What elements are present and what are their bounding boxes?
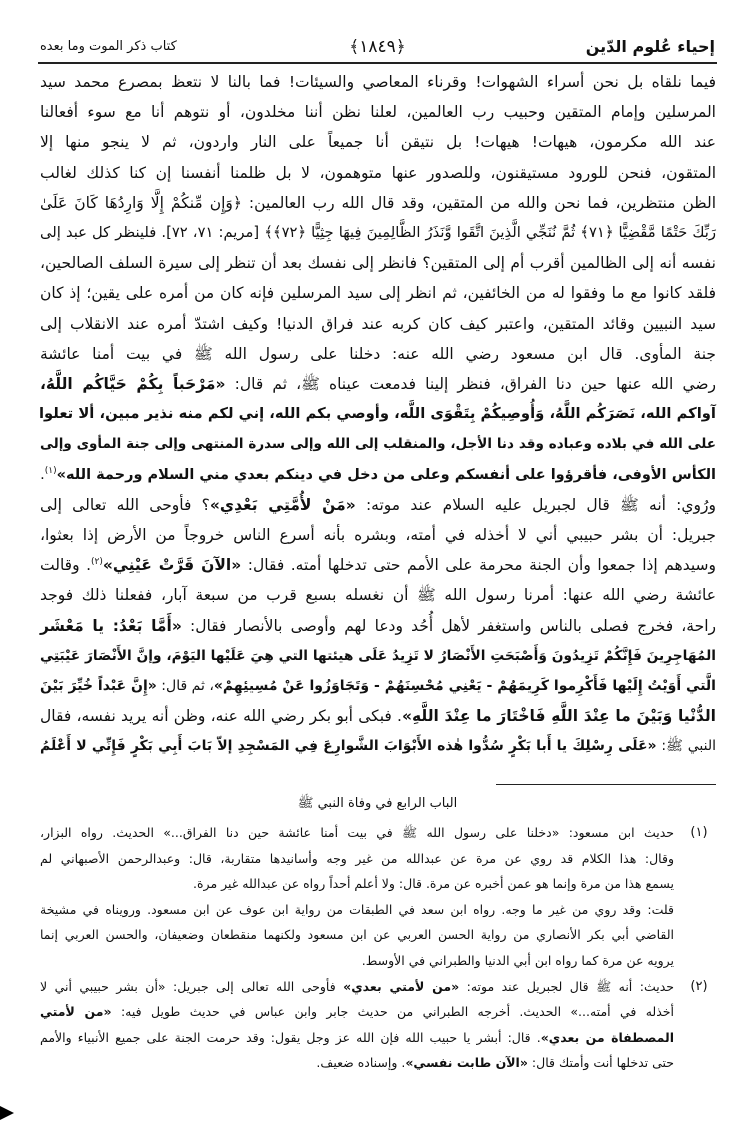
text-segment: . قال: أبشر يا حبيب الله فإن الله عز وجل يقول: وقد حرمت الجنة على جميع الأنبياء والأمم xyxy=(40,1029,541,1045)
text-line xyxy=(40,731,716,761)
text-line xyxy=(40,641,716,671)
text-segment: المرسلين وإمام المتقين وحبيب رب العالمين، لعلنا نظن أننا مخلدون، أو نتوهم أنا مع سوء أفعالنا xyxy=(40,103,716,122)
text-line xyxy=(40,611,716,641)
page-number: ﴿١٨٤٩﴾ xyxy=(349,37,406,57)
footnote-divider xyxy=(496,784,716,785)
text-segment: حتى تدخلها أنت وأمتك قال: xyxy=(527,1055,674,1071)
bold-quote: الدُّنْيا وَبَيْنَ ما عِنْدَ اللَّهِ فَاخْتَارَ ما عِنْدَ اللَّهِ» xyxy=(401,707,716,726)
text-line xyxy=(40,948,674,973)
text-line xyxy=(40,127,716,157)
text-line xyxy=(40,158,716,188)
text-segment: المتقون، فنحن للورود مستيقنون، وللصدور عنها متوهمون، لا بل ظلمنا أنفسنا إن كنا كذلك لغالب xyxy=(40,163,716,182)
text-line xyxy=(40,188,716,218)
text-line xyxy=(40,580,716,610)
bold-quote: الَّتي أَوَيْتُ إِلَيْها فَأَكْرِموا كَرِيمَهُمْ - يَعْنِي مُحْسِنَهُمْ - وَتَجَاوَزُوا عَنْ مُسِيئِهِمْ» xyxy=(213,678,716,694)
text-segment: وسيدهم إذا جمعوا وأن الجنة محرمة على الأمم حتى تدخلها أمته. فقال: xyxy=(241,556,716,575)
text-segment: فأوحى الله تعالى إلى جبريل: «أن بشر حبيبي أني لا xyxy=(40,978,344,994)
bold-quote: «من لأمتي xyxy=(40,1004,112,1020)
bold-quote: «مَرْحَباً بِكُمْ حَيَّاكُم اللَّهُ، xyxy=(40,375,226,393)
text-segment: فلقد كانوا مع ما وفقوا له من الخائفين، ثم انظر إلى سيد المرسلين فإنه كان من أمره على يقين؛ إذ كان xyxy=(40,284,716,303)
text-segment: الظن منتظرين، فما نحن والله من المتقين، وقد قال الله رب العالمين: xyxy=(241,193,716,212)
text-segment: ﴿وَإِن مِّنكُمْ إِلَّا وَارِدُهَا كَانَ عَلَىٰ xyxy=(40,193,242,212)
text-line xyxy=(40,278,716,308)
text-line xyxy=(40,67,716,97)
text-line xyxy=(40,520,716,550)
text-segment: ؟ فأوحى الله تعالى إلى xyxy=(40,495,210,514)
text-line xyxy=(40,820,674,845)
text-segment: ورُوي: أنه ﷺ قال لجبريل عليه السلام عند موته: xyxy=(355,495,716,514)
bold-quote: «الآنَ قَرَّتْ عَيْنِي» xyxy=(102,556,242,575)
text-segment: النبي ﷺ: xyxy=(656,738,716,755)
bold-quote: «عَلَى رِسْلِكَ يا أَبا بَكْرٍ سُدُّوا هٰذه الأَبْوَابَ الشَّوارِعَ فِي المَسْجِدِ إلاّ بَابَ أَبِي بَكْرٍ فَإِنِّي لا أَعْلَمُ xyxy=(40,738,657,755)
text-segment: قلت: وقد روي من غير ما وجه. رواه ابن سعد في الطبقات من رواية ابن عوف عن ابن مسعود. ورويناه في مشيخة xyxy=(40,901,674,917)
header-divider xyxy=(38,62,717,64)
text-segment: رَبِّكَ حَتْمًا مَّقْضِيًّا ﴿٧١﴾ ثُمَّ نُنَجِّي الَّذِينَ اتَّقَوا وَّنَذَرُ الظَّالِمِينَ فِيهَا جِثِيًّا ﴿٧٢﴾﴾ xyxy=(264,224,717,241)
text-segment: سيد النبيين وقائد المتقين، واعتبر كيف كان كربه عند فراق الدنيا! وكيف اشتدّ أمره عند الانقلاب إلى xyxy=(40,314,716,333)
text-segment: رضي الله عنها حين دنا الفراق، فنظر إلينا فدمعت عيناه ﷺ، ثم قال: xyxy=(225,375,717,393)
text-segment: أخذله في أمته...» الحديث. أخرجه الطبراني من حديث جابر وابن عباس في حديث طويل فيه: xyxy=(111,1004,674,1020)
text-line xyxy=(40,701,716,731)
text-line xyxy=(40,550,716,580)
text-segment: القاضي أبي بكر الأنصاري من رواية الحسن العربي عن ابن مسعود ولكنهما منقطعان وضعيفان، والحسن العربي إنما xyxy=(40,927,674,943)
text-segment: جبريل: أن بشر حبيبي أني لا أخذله في أمته، وبشره بأنه أسرع الناس خروجاً من الأرض إذا بعثوا، xyxy=(40,526,716,544)
text-segment: ، ثم قال: xyxy=(156,678,214,694)
footnote-heading: الباب الرابع في وفاة النبي ﷺ xyxy=(297,796,458,811)
bold-quote: الكأس الأوفى، فأقرؤوا على أنفسكم وعلى من دخل في دينكم بعدي مني السلام ورحمة الله» xyxy=(56,466,716,483)
text-segment: . وقالت xyxy=(40,556,92,575)
text-segment: نفسه أنه إلى الظالمين أقرب أم إلى المتقين؟ فانظر إلى نفسك بعد أن تنظر إلى سيرة السلف الصالحين، xyxy=(40,254,716,273)
bold-quote: «الآن طابت نفسي» xyxy=(405,1055,528,1071)
text-line xyxy=(40,871,674,896)
text-line xyxy=(40,922,674,947)
text-segment: يرويه عن مرة كما رواه ابن أبي الدنيا والطبراني في الأوسط. xyxy=(361,953,674,968)
text-segment: . وإسناده ضعيف. xyxy=(316,1055,406,1071)
text-segment: وقال: هذا الكلام قد روي عن مرة عن عبدالله من غير وجه وأسانيدها متقاربة، قال: وعبدالرحمن الأصبهاني لم xyxy=(40,850,674,866)
text-segment: . فبكى أبو بكر رضي الله عنه، وظن أنه يريد نفسه، فقال xyxy=(40,707,402,726)
text-segment: [مريم: ٧١، ٧٢]. فلينظر كل عبد إلى xyxy=(40,224,265,241)
book-title: إحياء عُلوم الدّين xyxy=(585,37,715,56)
footnote-number: (١) xyxy=(690,825,708,840)
text-line xyxy=(40,369,716,399)
footnote-ref: (١) xyxy=(44,465,57,476)
text-segment: فيما نلقاه بل نحن أسراء الشهوات! وقرناء المعاصي والسيئات! فما بالنا لا نتعظ بمصرع محمد سيد xyxy=(40,73,716,91)
text-segment: يسمع هذا من مرة وإنما هو عمن أخبره عن مرة. قال: ولا أعلم أحداً رواه عن عبدالله غير مرة. xyxy=(193,876,674,892)
text-line xyxy=(40,846,674,871)
text-line xyxy=(40,671,716,701)
text-line xyxy=(40,1050,674,1075)
bold-quote: «من لأمتي بعدي» xyxy=(343,978,460,994)
text-line xyxy=(40,429,716,459)
text-line xyxy=(40,339,716,369)
text-segment: عند الله مكرمون، هيهات! هيهات! بل نتيقن أنا جميعاً على النار واردون، ثم لا ينجو منها إلا xyxy=(40,133,716,152)
text-segment: . xyxy=(40,466,45,483)
text-line xyxy=(40,309,716,339)
text-segment: راحة، فخرج فصلى بالناس واستغفر لأهل أُحُد ودعا لهم وأوصى بالأنصار فقال: xyxy=(181,616,716,635)
bold-quote: المصطفاة من بعدي» xyxy=(540,1029,675,1045)
text-line xyxy=(40,399,716,429)
text-line xyxy=(40,218,716,248)
bold-quote: «مَنْ لأُمَّتِي بَعْدِي» xyxy=(209,495,356,514)
bold-quote: على الله في بلاده وعباده وقد دنا الأجل، والمنقلب إلى الله وإلى سدرة المنتهى وإلى جنة المأوى وإلى xyxy=(40,436,716,453)
text-line xyxy=(40,248,716,278)
page-corner-marker xyxy=(0,1106,14,1120)
bold-quote: المُهَاجِرِينَ فَإِنَّكُمْ تَزِيدُونَ وَأَصْبَحَتِ الأَنْصَارُ لا تَزِيدُ عَلَى هيئتها التي هِيَ عَلَيْها اليَوْمَ، وإنَّ الأَنْصَارَ عَيْبَتِي xyxy=(40,647,716,664)
text-line xyxy=(40,897,674,922)
bold-quote: «أَمَّا بَعْدُ: يا مَعْشَر xyxy=(40,616,182,635)
text-line xyxy=(40,999,674,1024)
text-segment: حديث ابن مسعود: «دخلنا على رسول الله ﷺ في بيت أمنا عائشة حين دنا الفراق...» الحديث. رواه البزار، xyxy=(40,825,674,840)
text-line xyxy=(40,460,716,490)
footnote-number: (٢) xyxy=(690,978,708,994)
footnote-ref: (٢) xyxy=(91,557,103,568)
text-segment: جنة المأوى. قال ابن مسعود رضي الله عنه: دخلنا على رسول الله ﷺ في بيت أمنا عائشة xyxy=(40,344,716,363)
text-line xyxy=(40,97,716,127)
chapter-title: كتاب ذكر الموت وما بعده xyxy=(40,39,177,54)
text-segment: عائشة رضي الله عنها: أمرنا رسول الله ﷺ أن نغسله بسبع قرب من سبعة آبار، ففعلنا ذلك فوجد xyxy=(40,586,716,605)
text-segment: حديث: أنه ﷺ قال لجبريل عند موته: xyxy=(459,978,674,994)
text-line xyxy=(40,490,716,520)
bold-quote: «إِنَّ عَبْداً خُيِّرَ بَيْنَ xyxy=(40,678,157,694)
text-line xyxy=(40,974,674,999)
bold-quote: آواكم الله، نَصَرَكُم اللَّهُ، وَأُوصِيكُمْ بِتَقْوَى اللَّه، وأوصي بكم الله، إني لكم منه نذير مبين، ألا تعلوا xyxy=(39,405,716,423)
text-line xyxy=(40,1025,674,1050)
